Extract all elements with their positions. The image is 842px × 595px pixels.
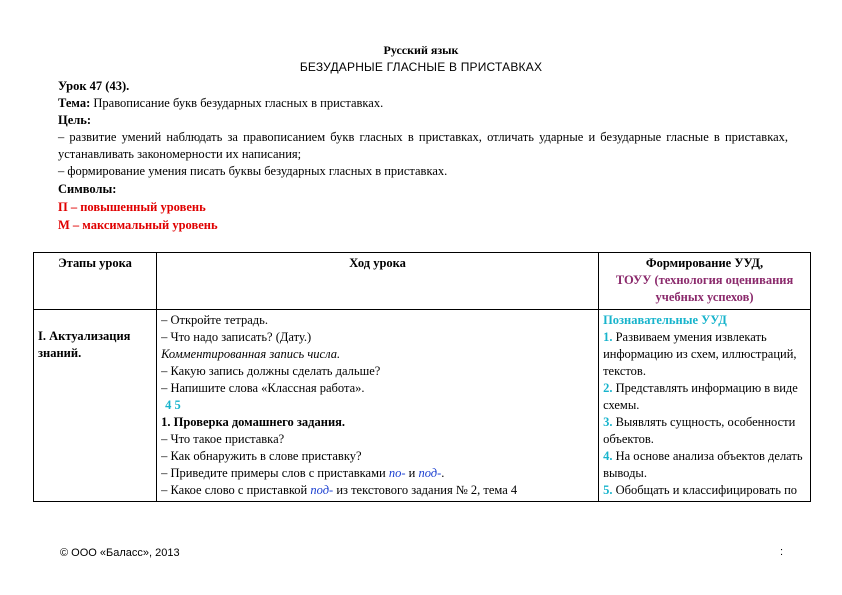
prefix-pod: под- [310,483,334,497]
uud-text: Выявлять сущность, особенности объектов. [603,415,796,446]
topic-line [58,95,788,112]
uud-number: 2. [603,381,613,395]
uud-number: 5. [603,483,613,497]
uud-number: 1. [603,330,613,344]
uud-item [603,482,806,499]
flow-subheading: 1. Проверка домашнего задания. [161,415,346,429]
uud-heading: Познавательные УУД [603,313,727,327]
flow-line: Комментированная запись числа. [161,347,341,361]
uud-number: 4. [603,449,613,463]
flow-text: и [405,466,419,480]
flow-line: – Откройте тетрадь. [161,313,268,327]
uud-item [603,329,806,380]
uud-item [603,448,806,482]
flow-text: . [441,466,445,480]
header-uud-line1: Формирование УУД, [645,256,764,270]
symbol-m: М – максимальный уровень [58,218,218,232]
uud-item [603,414,806,448]
symbols-label: Символы: [58,182,117,196]
subject-title: Русский язык [383,43,459,57]
header-uud [599,253,811,310]
header-uud-line2: ТОУУ (технология оценивания учебных успехов) [615,273,794,304]
symbol-p: П – повышенный уровень [58,200,206,214]
uud-item [603,380,806,414]
page-mark: : [780,546,784,558]
uud-text: На основе анализа объектов делать выводы. [603,449,803,480]
uud-number: 3. [603,415,613,429]
header-stages: Этапы урока [34,253,157,310]
copyright-footer: © ООО «Баласс», 2013 [60,547,180,559]
flow-line [161,465,594,482]
flow-line: – Как обнаружить в слове приставку? [161,449,362,463]
goal-item-2: – формирование умения писать буквы безударных гласных в приставках. [58,164,448,178]
lesson-title: БЕЗУДАРНЫЕ ГЛАСНЫЕ В ПРИСТАВКАХ [299,60,543,74]
flow-line: – Что такое приставка? [161,432,285,446]
uud-text: Развиваем умения извлекать информацию из схем, иллюстраций, текстов. [603,330,797,378]
stage-name: I. Актуализация знаний. [38,329,131,360]
uud-cell [599,310,811,502]
prefix-po: по- [388,466,406,480]
topic-text: Правописание букв безударных гласных в приставках. [90,96,384,110]
prefix-pod: под- [418,466,442,480]
level-markers: 4 5 [165,398,181,412]
flow-line: – Что надо записать? (Дату.) [161,330,312,344]
lesson-table [33,252,811,502]
goal-item-1: – развитие умений наблюдать за правописанием букв гласных в приставках, отличать ударные и безударные гласные в приставках, устанавливать закономерности их написания; [58,130,788,161]
goal-label: Цель: [58,113,92,127]
uud-text: Представлять информацию в виде схемы. [603,381,798,412]
table-row [34,310,811,502]
header-lesson-flow: Ход урока [157,253,599,310]
table-header-row [34,253,811,310]
flow-line: – Какую запись должны сделать дальше? [161,364,381,378]
lesson-number: Урок 47 (43). [58,79,130,93]
flow-text: – Приведите примеры слов с приставками [161,466,389,480]
lesson-flow-cell [157,310,599,502]
topic-label: Тема: [58,96,91,110]
flow-line: – Напишите слова «Классная работа». [161,381,365,395]
flow-text: – Какое слово с приставкой [161,483,311,497]
flow-line [161,482,594,499]
flow-text: из текстового задания № 2, тема 4 [333,483,518,497]
uud-text: Обобщать и классифицировать по [612,483,798,497]
